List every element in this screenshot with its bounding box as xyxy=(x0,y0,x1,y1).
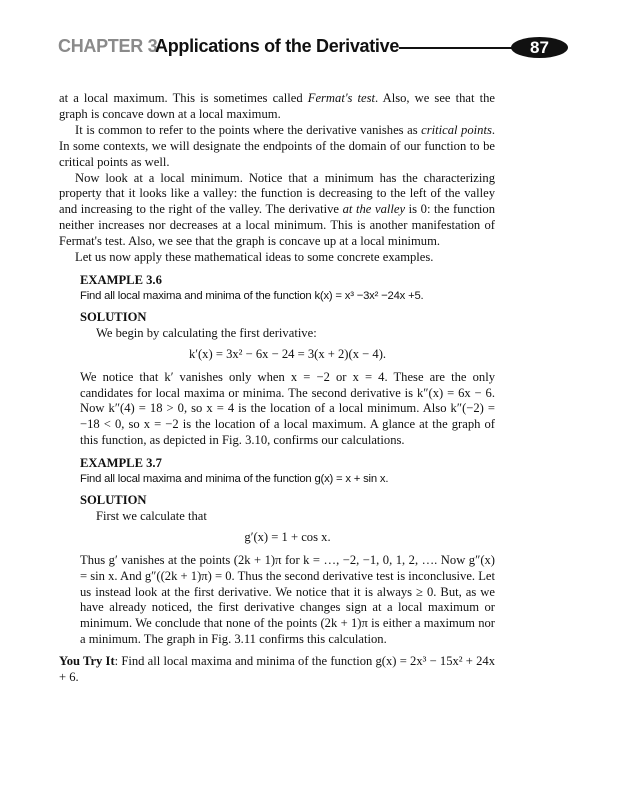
paragraph-4: Let us now apply these mathematical ideas to some concrete examples. xyxy=(75,250,434,265)
paragraph-2 xyxy=(59,123,495,171)
equation: k′(x) = 3x² − 6x − 24 = 3(x + 2)(x − 4). xyxy=(188,346,387,361)
you-try-it xyxy=(59,654,495,686)
chapter-title: Applications of the Derivative xyxy=(155,36,400,56)
example-question: Find all local maxima and minima of the function k(x) = x³ −3x² −24x +5. xyxy=(80,289,424,302)
solution-intro: We begin by calculating the first derivative: xyxy=(96,325,317,340)
example-3-6 xyxy=(80,273,495,449)
term-at-the-valley: at the valley xyxy=(342,202,406,217)
chapter-header xyxy=(58,34,568,62)
text-run: . In some contexts, we will designate the endpoints of the domain of our function to be critical points as well. xyxy=(59,122,496,169)
text-run: . Also, we see that the graph is concave down at a local maximum. xyxy=(59,91,496,121)
example-question: Find all local maxima and minima of the function g(x) = x + sin x. xyxy=(80,473,389,486)
solution-text: Thus g′ vanishes at the points (2k + 1)π for k = …, −2, −1, 0, 1, 2, …. Now g″(x) = sin x. And g″((2k + 1)π) = 0. Thus the second derivative test is inconclusive. Let us instead look at the first derivative. We notice that it is always ≥ 0. But, as we have already noticed, the first derivative changes sign at a local maximum or minimum. We conclude that none of the points (2k + 1)π is either a maximum nor a minimum. The graph in Fig. 3.11 confirms this calculation. xyxy=(80,552,495,647)
page-body xyxy=(59,91,495,686)
solution-heading: SOLUTION xyxy=(80,309,147,324)
text-run: Now look at a local minimum. Notice that a minimum has the characterizing property that it looks like a valley: the function is decreasing to the left of the valley and increasing to the right of the valley. The derivative xyxy=(59,170,495,217)
text-run: It is common to refer to the points where the derivative vanishes as xyxy=(75,122,422,137)
text-run: is 0: the function neither increases nor decreases at a local minimum. This is another manifestation of Fermat's test. Also, we see that the graph is concave up at a local minimum. xyxy=(59,202,495,249)
text-run: at a local maximum. This is sometimes called xyxy=(59,91,308,105)
example-3-7 xyxy=(80,456,495,648)
you-try-it-label: You Try It xyxy=(59,654,115,669)
chapter-label: CHAPTER 3 xyxy=(58,36,158,56)
equation: g′(x) = 1 + cos x. xyxy=(244,529,331,544)
paragraph-3 xyxy=(59,171,495,251)
term-fermats-test: Fermat's test xyxy=(307,91,376,105)
example-heading: EXAMPLE 3.6 xyxy=(80,272,162,287)
solution-intro: First we calculate that xyxy=(96,508,207,523)
term-critical-points: critical points xyxy=(421,122,492,137)
solution-text: We notice that k′ vanishes only when x = −2 or x = 4. These are the only candidates for local maxima or minima. The second derivative is k″(x) = 6x − 6. Now k″(4) = 18 > 0, so x = 4 is the location of a local minimum. Also k″(−2) = −18 < 0, so x = −2 is the location of a local maximum. A glance at the graph of this function, as depicted in Fig. 3.10, confirms our calculations. xyxy=(80,369,495,448)
paragraph-1 xyxy=(59,91,495,123)
solution-heading: SOLUTION xyxy=(80,493,147,508)
page-number: 87 xyxy=(511,37,568,58)
you-try-it-text: : Find all local maxima and minima of the function g(x) = 2x³ − 15x² + 24x + 6. xyxy=(59,654,496,685)
example-heading: EXAMPLE 3.7 xyxy=(80,456,162,471)
